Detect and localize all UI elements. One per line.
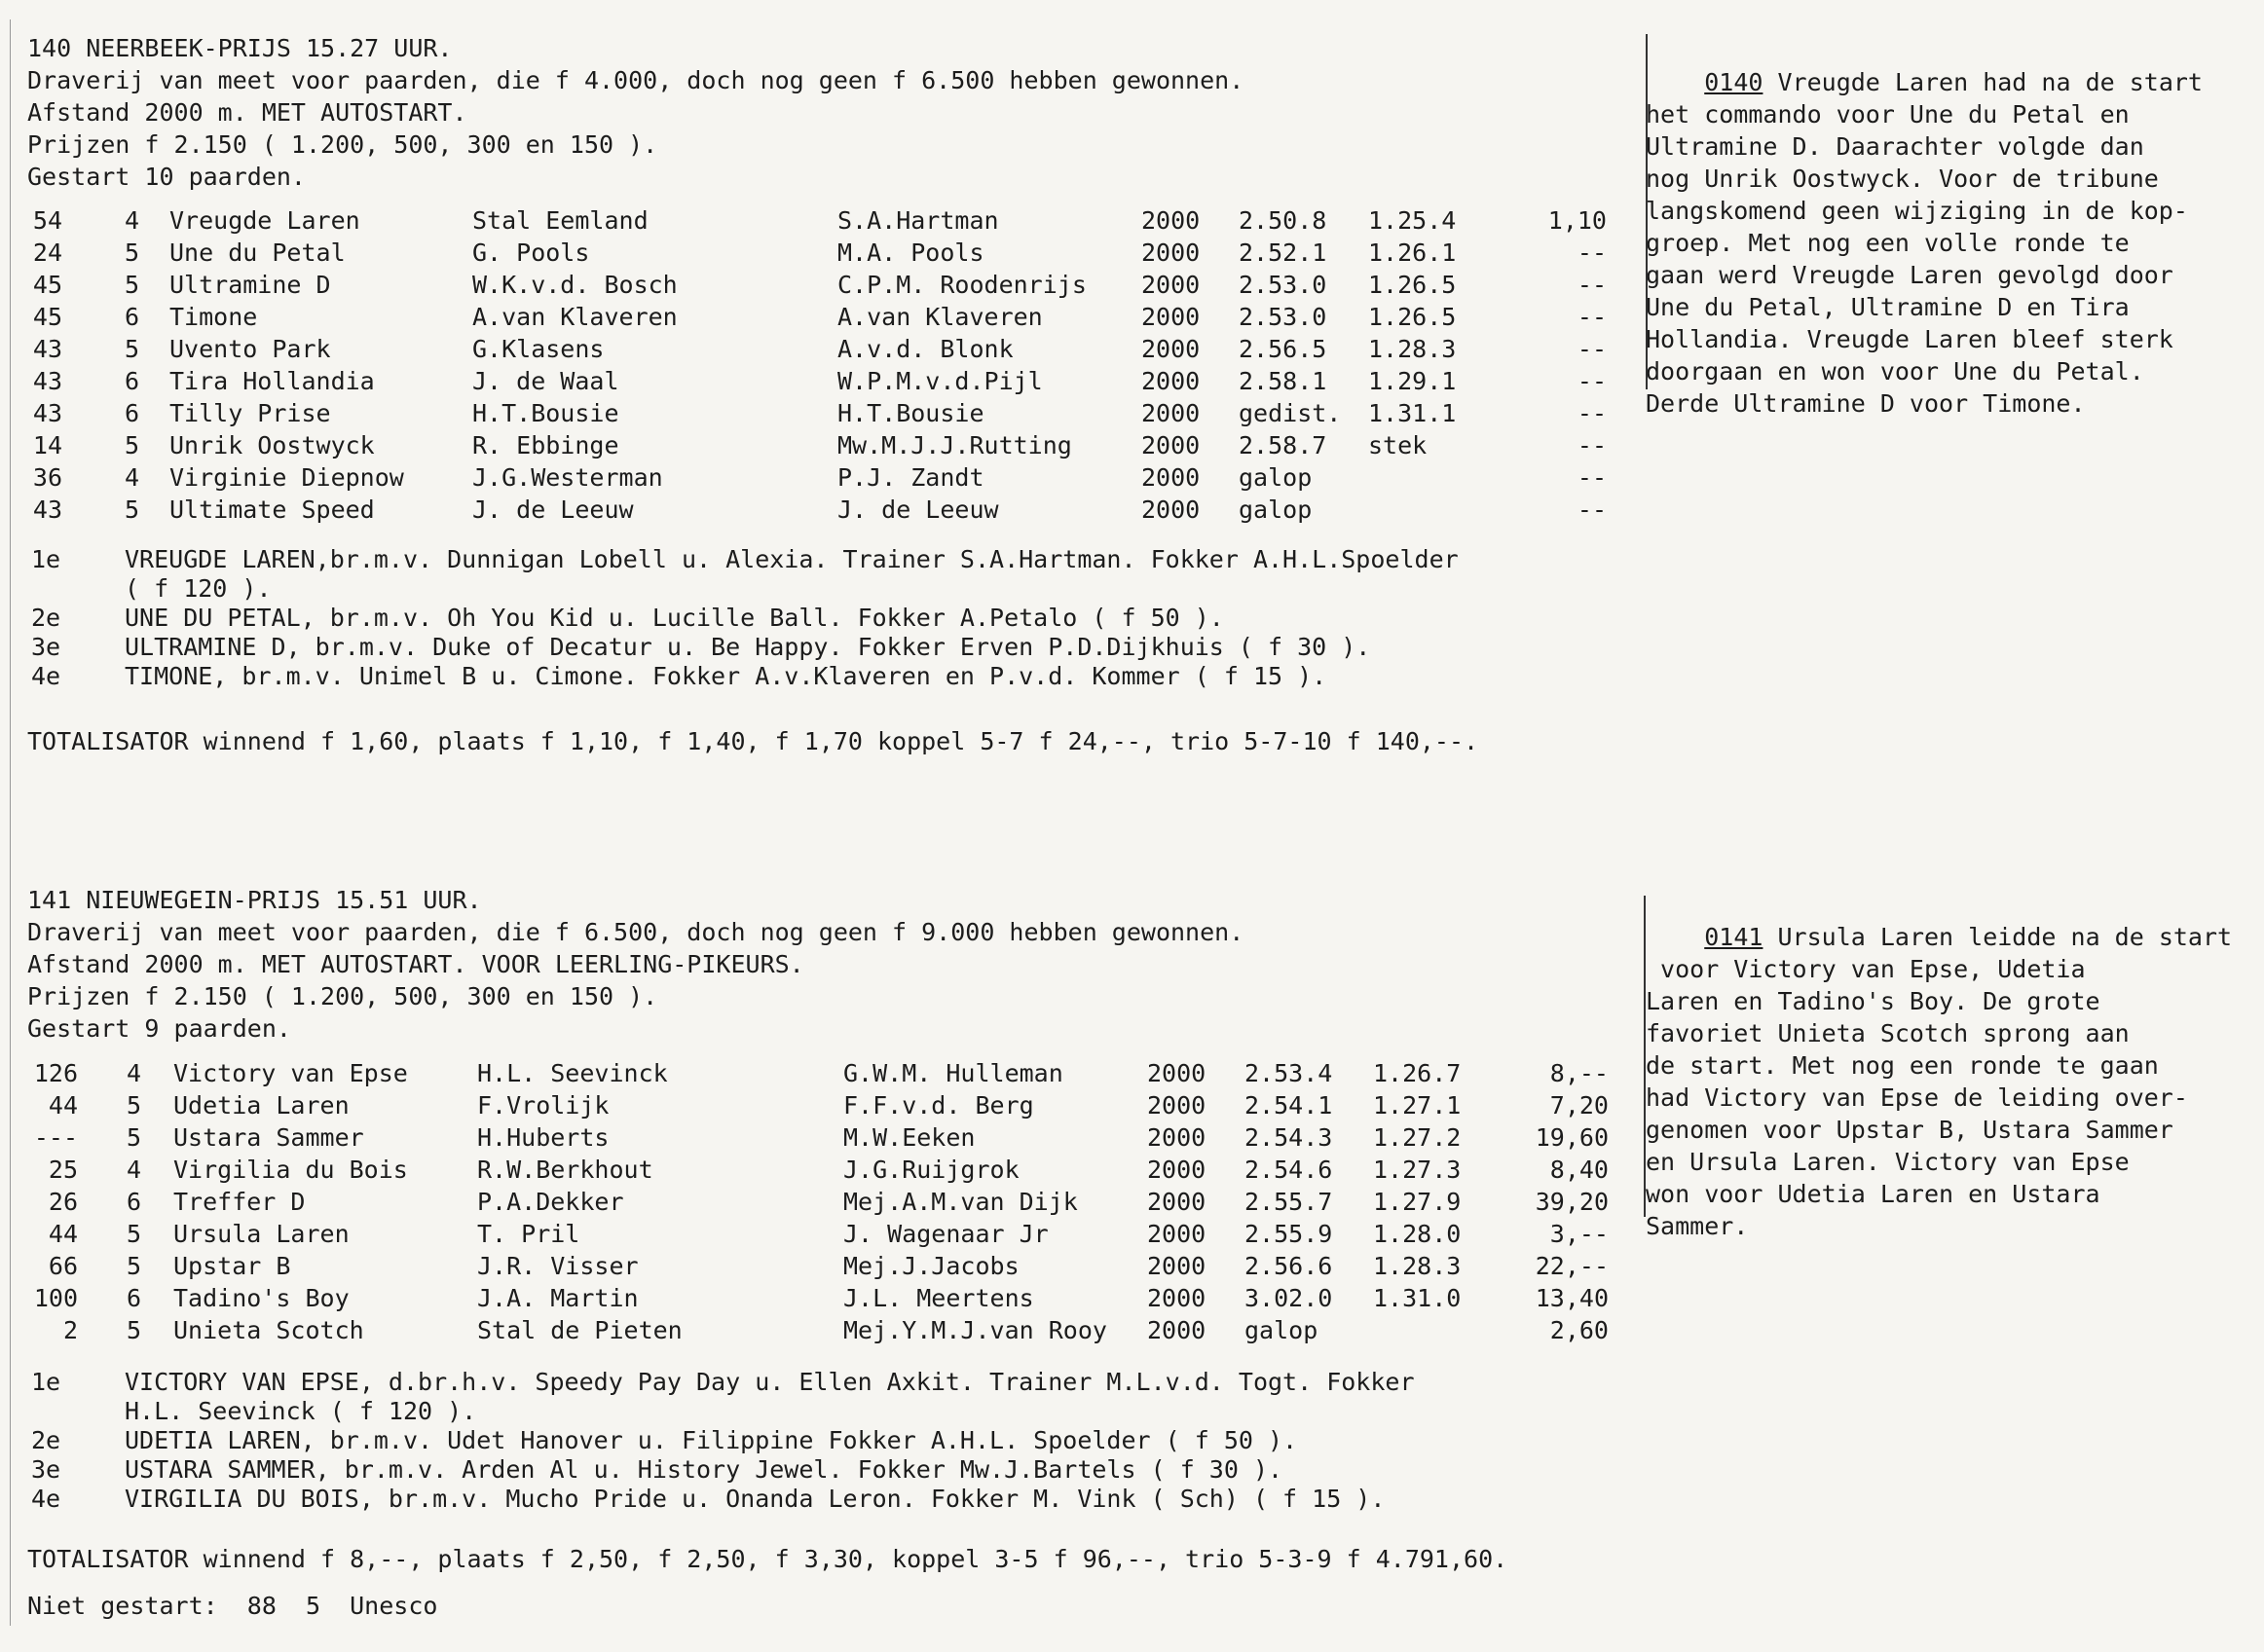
cell-horse: Tilly Prise	[169, 399, 331, 427]
report-text: Vreugde Laren had na de start het commando voor Une du Petal en Ultramine D. Daarachter volgde dan nog Unrik Oostwyck. Voor de tribune langskomend geen wijziging in de kop- groep. Met nog een volle ronde te gaan werd Vreugde Laren gevolgd door Une du Petal, Ultramine D en Tira Hollandia. Vreugde Laren bleef sterk doorgaan en won voor Une du Petal. Derde Ultramine D voor Timone.	[1646, 68, 2203, 418]
cell-time: galop	[1239, 496, 1313, 524]
placing-position: 1e	[31, 545, 61, 573]
cell-km: 1.26.5	[1368, 271, 1457, 299]
cell-horse: Tadino's Boy	[173, 1284, 350, 1312]
cell-n: 100	[33, 1284, 78, 1312]
cell-a: 4	[125, 206, 140, 235]
cell-dist: 2000	[1147, 1156, 1206, 1184]
cell-km: 1.28.3	[1368, 335, 1457, 363]
cell-dist: 2000	[1147, 1059, 1206, 1087]
cell-time: 2.56.6	[1244, 1252, 1333, 1280]
cell-dist: 2000	[1141, 367, 1201, 395]
cell-dist: 2000	[1147, 1220, 1206, 1248]
cell-driver: S.A.Hartman	[837, 206, 999, 235]
cell-km: 1.27.1	[1373, 1091, 1462, 1120]
placing-text: VICTORY VAN EPSE, d.br.h.v. Speedy Pay Day u. Ellen Axkit. Trainer M.L.v.d. Togt. Fokker	[125, 1368, 1415, 1396]
cell-owner: P.A.Dekker	[477, 1188, 624, 1216]
table-row	[0, 206, 1646, 239]
cell-driver: J. de Leeuw	[837, 496, 999, 524]
cell-odds: 22,--	[1535, 1252, 1609, 1280]
cell-odds: 7,20	[1549, 1091, 1609, 1120]
cell-km: 1.29.1	[1368, 367, 1457, 395]
cell-odds: 19,60	[1535, 1123, 1609, 1152]
cell-a: 5	[125, 335, 140, 363]
placing-text-cont: ( f 120 ).	[125, 574, 272, 603]
cell-horse: Upstar B	[173, 1252, 291, 1280]
cell-owner: R. Ebbinge	[472, 431, 619, 459]
placing-position: 3e	[31, 633, 61, 661]
cell-horse: Unrik Oostwyck	[169, 431, 375, 459]
race-report	[1646, 889, 2264, 1274]
cell-dist: 2000	[1147, 1091, 1206, 1120]
cell-horse: Timone	[169, 303, 258, 331]
cell-km: 1.31.0	[1373, 1284, 1462, 1312]
race-started: Gestart 10 paarden.	[27, 163, 306, 191]
placing-position: 2e	[31, 1426, 61, 1454]
placing-text: VIRGILIA DU BOIS, br.m.v. Mucho Pride u. Onanda Leron. Fokker M. Vink ( Sch) ( f 15 ).	[125, 1485, 1386, 1513]
cell-horse: Une du Petal	[169, 239, 346, 267]
placing-text: UDETIA LAREN, br.m.v. Udet Hanover u. Filippine Fokker A.H.L. Spoelder ( f 50 ).	[125, 1426, 1298, 1454]
placing-position: 2e	[31, 604, 61, 632]
cell-odds: 8,--	[1549, 1059, 1609, 1087]
cell-n: 26	[48, 1188, 78, 1216]
cell-time: 2.54.1	[1244, 1091, 1333, 1120]
cell-odds: --	[1577, 367, 1607, 395]
cell-odds: --	[1577, 399, 1607, 427]
cell-horse: Vreugde Laren	[169, 206, 360, 235]
cell-a: 5	[125, 496, 140, 524]
cell-horse: Virgilia du Bois	[173, 1156, 408, 1184]
cell-a: 6	[127, 1188, 142, 1216]
cell-time: gedist.	[1239, 399, 1342, 427]
placing-text: ULTRAMINE D, br.m.v. Duke of Decatur u. Be Happy. Fokker Erven P.D.Dijkhuis ( f 30 ).	[125, 633, 1371, 661]
cell-horse: Virginie Diepnow	[169, 463, 404, 492]
cell-horse: Ultimate Speed	[169, 496, 375, 524]
cell-dist: 2000	[1147, 1316, 1206, 1344]
race-conditions: Draverij van meet voor paarden, die f 4.000, doch nog geen f 6.500 hebben gewonnen.	[27, 66, 1244, 94]
cell-horse: Uvento Park	[169, 335, 331, 363]
cell-a: 4	[127, 1059, 142, 1087]
placing-position: 4e	[31, 662, 61, 690]
cell-owner: J. de Leeuw	[472, 496, 634, 524]
cell-time: 2.55.7	[1244, 1188, 1333, 1216]
cell-horse: Ursula Laren	[173, 1220, 350, 1248]
cell-driver: P.J. Zandt	[837, 463, 984, 492]
cell-km: 1.28.3	[1373, 1252, 1462, 1280]
cell-owner: F.Vrolijk	[477, 1091, 610, 1120]
table-row	[0, 496, 1646, 528]
cell-a: 6	[125, 303, 140, 331]
cell-owner: A.van Klaveren	[472, 303, 678, 331]
cell-driver: C.P.M. Roodenrijs	[837, 271, 1087, 299]
placing-text: VREUGDE LAREN,br.m.v. Dunnigan Lobell u. Alexia. Trainer S.A.Hartman. Fokker A.H.L.Spoelder	[125, 545, 1459, 573]
table-row	[0, 367, 1646, 399]
report-number: 0140	[1704, 68, 1763, 96]
race-prizes: Prijzen f 2.150 ( 1.200, 500, 300 en 150 ).	[27, 130, 658, 159]
totalisator: TOTALISATOR winnend f 8,--, plaats f 2,50, f 2,50, f 3,30, koppel 3-5 f 96,--, trio 5-3-9 f 4.791,60.	[27, 1545, 1508, 1573]
cell-n: 43	[32, 335, 62, 363]
cell-dist: 2000	[1141, 463, 1201, 492]
cell-owner: T. Pril	[477, 1220, 580, 1248]
table-row	[0, 303, 1646, 335]
cell-n: 43	[32, 399, 62, 427]
cell-driver: F.F.v.d. Berg	[843, 1091, 1034, 1120]
cell-time: 2.53.0	[1239, 271, 1327, 299]
cell-odds: 8,40	[1549, 1156, 1609, 1184]
placing-position: 1e	[31, 1368, 61, 1396]
table-row	[0, 431, 1646, 463]
cell-km: 1.27.3	[1373, 1156, 1462, 1184]
cell-owner: H.T.Bousie	[472, 399, 619, 427]
cell-n: 24	[32, 239, 62, 267]
cell-dist: 2000	[1141, 399, 1201, 427]
cell-km: 1.26.5	[1368, 303, 1457, 331]
cell-odds: 1,10	[1547, 206, 1607, 235]
cell-odds: --	[1577, 335, 1607, 363]
table-row	[0, 399, 1646, 431]
race-header: 140 NEERBEEK-PRIJS 15.27 UUR.	[27, 34, 453, 62]
table-row	[0, 239, 1646, 271]
cell-odds: 3,--	[1549, 1220, 1609, 1248]
table-row	[0, 1252, 1646, 1284]
cell-driver: J.L. Meertens	[843, 1284, 1034, 1312]
cell-time: 2.53.0	[1239, 303, 1327, 331]
cell-time: 2.55.9	[1244, 1220, 1333, 1248]
placing-text: USTARA SAMMER, br.m.v. Arden Al u. History Jewel. Fokker Mw.J.Bartels ( f 30 ).	[125, 1455, 1283, 1484]
cell-a: 6	[127, 1284, 142, 1312]
cell-owner: H.L. Seevinck	[477, 1059, 668, 1087]
not-started: Niet gestart: 88 5 Unesco	[27, 1592, 438, 1620]
placing-position: 3e	[31, 1455, 61, 1484]
cell-n: 44	[48, 1220, 78, 1248]
cell-driver: H.T.Bousie	[837, 399, 984, 427]
cell-odds: 2,60	[1549, 1316, 1609, 1344]
cell-odds: --	[1577, 303, 1607, 331]
cell-owner: Stal Eemland	[472, 206, 649, 235]
cell-driver: G.W.M. Hulleman	[843, 1059, 1063, 1087]
table-row	[0, 1284, 1646, 1316]
cell-a: 5	[125, 431, 140, 459]
cell-a: 6	[125, 399, 140, 427]
race-distance: Afstand 2000 m. MET AUTOSTART.	[27, 98, 467, 127]
table-row	[0, 1156, 1646, 1188]
placing-position: 4e	[31, 1485, 61, 1513]
cell-a: 5	[127, 1316, 142, 1344]
cell-driver: Mej.A.M.van Dijk	[843, 1188, 1078, 1216]
table-row	[0, 335, 1646, 367]
cell-odds: 39,20	[1535, 1188, 1609, 1216]
cell-owner: W.K.v.d. Bosch	[472, 271, 678, 299]
cell-n: 126	[33, 1059, 78, 1087]
cell-a: 5	[127, 1123, 142, 1152]
cell-dist: 2000	[1147, 1123, 1206, 1152]
cell-dist: 2000	[1141, 239, 1201, 267]
report-text: Ursula Laren leidde na de start voor Victory van Epse, Udetia Laren en Tadino's Boy. De grote favoriet Unieta Scotch sprong aan de start. Met nog een ronde te gaan had Victory van Epse de leiding over- genomen voor Upstar B, Ustara Sammer en Ursula Laren. Victory van Epse won voor Udetia Laren en Ustara Sammer.	[1646, 923, 2233, 1240]
cell-n: 43	[32, 367, 62, 395]
cell-n: 54	[32, 206, 62, 235]
cell-odds: --	[1577, 431, 1607, 459]
cell-km: 1.27.9	[1373, 1188, 1462, 1216]
cell-owner: R.W.Berkhout	[477, 1156, 653, 1184]
cell-driver: M.A. Pools	[837, 239, 984, 267]
cell-a: 4	[125, 463, 140, 492]
cell-time: 2.58.7	[1239, 431, 1327, 459]
table-row	[0, 1220, 1646, 1252]
cell-km: stek	[1368, 431, 1428, 459]
table-row	[0, 463, 1646, 496]
cell-a: 5	[127, 1252, 142, 1280]
cell-dist: 2000	[1147, 1284, 1206, 1312]
cell-driver: J. Wagenaar Jr	[843, 1220, 1049, 1248]
cell-time: 2.56.5	[1239, 335, 1327, 363]
cell-owner: Stal de Pieten	[477, 1316, 683, 1344]
cell-a: 5	[125, 239, 140, 267]
cell-km: 1.27.2	[1373, 1123, 1462, 1152]
cell-driver: J.G.Ruijgrok	[843, 1156, 1020, 1184]
cell-n: 36	[32, 463, 62, 492]
race-report	[1646, 34, 2264, 452]
report-number: 0141	[1704, 923, 1763, 951]
cell-owner: J.A. Martin	[477, 1284, 639, 1312]
cell-dist: 2000	[1147, 1252, 1206, 1280]
cell-horse: Ultramine D	[169, 271, 331, 299]
cell-horse: Udetia Laren	[173, 1091, 350, 1120]
cell-driver: W.P.M.v.d.Pijl	[837, 367, 1043, 395]
cell-km: 1.28.0	[1373, 1220, 1462, 1248]
cell-km: 1.26.1	[1368, 239, 1457, 267]
cell-dist: 2000	[1141, 335, 1201, 363]
cell-a: 6	[125, 367, 140, 395]
race-started: Gestart 9 paarden.	[27, 1014, 291, 1043]
cell-n: ---	[33, 1123, 78, 1152]
cell-horse: Victory van Epse	[173, 1059, 408, 1087]
cell-a: 5	[127, 1091, 142, 1120]
cell-owner: J.G.Westerman	[472, 463, 663, 492]
cell-dist: 2000	[1141, 271, 1201, 299]
cell-driver: A.van Klaveren	[837, 303, 1043, 331]
cell-km: 1.25.4	[1368, 206, 1457, 235]
totalisator: TOTALISATOR winnend f 1,60, plaats f 1,10, f 1,40, f 1,70 koppel 5-7 f 24,--, trio 5-7-10 f 140,--.	[27, 727, 1479, 755]
cell-driver: Mej.J.Jacobs	[843, 1252, 1020, 1280]
race-header: 141 NIEUWEGEIN-PRIJS 15.51 UUR.	[27, 886, 482, 914]
cell-horse: Treffer D	[173, 1188, 306, 1216]
placing-text: UNE DU PETAL, br.m.v. Oh You Kid u. Lucille Ball. Fokker A.Petalo ( f 50 ).	[125, 604, 1224, 632]
table-row	[0, 271, 1646, 303]
cell-time: galop	[1239, 463, 1313, 492]
cell-horse: Tira Hollandia	[169, 367, 375, 395]
cell-time: 2.54.3	[1244, 1123, 1333, 1152]
table-row	[0, 1316, 1646, 1348]
cell-km: 1.31.1	[1368, 399, 1457, 427]
cell-horse: Ustara Sammer	[173, 1123, 364, 1152]
race-conditions: Draverij van meet voor paarden, die f 6.500, doch nog geen f 9.000 hebben gewonnen.	[27, 918, 1244, 946]
table-row	[0, 1091, 1646, 1123]
cell-horse: Unieta Scotch	[173, 1316, 364, 1344]
cell-driver: Mej.Y.M.J.van Rooy	[843, 1316, 1107, 1344]
cell-odds: --	[1577, 271, 1607, 299]
table-row	[0, 1188, 1646, 1220]
cell-dist: 2000	[1147, 1188, 1206, 1216]
cell-odds: 13,40	[1535, 1284, 1609, 1312]
cell-time: 2.54.6	[1244, 1156, 1333, 1184]
cell-a: 5	[127, 1220, 142, 1248]
table-row	[0, 1123, 1646, 1156]
cell-owner: H.Huberts	[477, 1123, 610, 1152]
cell-driver: A.v.d. Blonk	[837, 335, 1014, 363]
cell-a: 4	[127, 1156, 142, 1184]
cell-odds: --	[1577, 496, 1607, 524]
cell-n: 45	[32, 303, 62, 331]
cell-time: 2.50.8	[1239, 206, 1327, 235]
cell-km: 1.26.7	[1373, 1059, 1462, 1087]
race-prizes: Prijzen f 2.150 ( 1.200, 500, 300 en 150 ).	[27, 982, 658, 1010]
cell-time: 3.02.0	[1244, 1284, 1333, 1312]
cell-owner: G.Klasens	[472, 335, 605, 363]
cell-n: 45	[32, 271, 62, 299]
cell-driver: Mw.M.J.J.Rutting	[837, 431, 1072, 459]
cell-n: 25	[48, 1156, 78, 1184]
placing-text-cont: H.L. Seevinck ( f 120 ).	[125, 1397, 477, 1425]
cell-n: 2	[62, 1316, 78, 1344]
table-row	[0, 1059, 1646, 1091]
cell-n: 14	[32, 431, 62, 459]
cell-a: 5	[125, 271, 140, 299]
cell-dist: 2000	[1141, 206, 1201, 235]
cell-n: 43	[32, 496, 62, 524]
cell-dist: 2000	[1141, 431, 1201, 459]
cell-n: 44	[48, 1091, 78, 1120]
cell-time: 2.58.1	[1239, 367, 1327, 395]
cell-time: galop	[1244, 1316, 1318, 1344]
cell-driver: M.W.Eeken	[843, 1123, 976, 1152]
cell-odds: --	[1577, 239, 1607, 267]
cell-owner: J.R. Visser	[477, 1252, 639, 1280]
cell-time: 2.53.4	[1244, 1059, 1333, 1087]
cell-owner: G. Pools	[472, 239, 590, 267]
cell-n: 66	[48, 1252, 78, 1280]
cell-odds: --	[1577, 463, 1607, 492]
placing-text: TIMONE, br.m.v. Unimel B u. Cimone. Fokker A.v.Klaveren en P.v.d. Kommer ( f 15 ).	[125, 662, 1327, 690]
cell-dist: 2000	[1141, 303, 1201, 331]
cell-owner: J. de Waal	[472, 367, 619, 395]
race-distance: Afstand 2000 m. MET AUTOSTART. VOOR LEERLING-PIKEURS.	[27, 950, 804, 978]
cell-dist: 2000	[1141, 496, 1201, 524]
cell-time: 2.52.1	[1239, 239, 1327, 267]
